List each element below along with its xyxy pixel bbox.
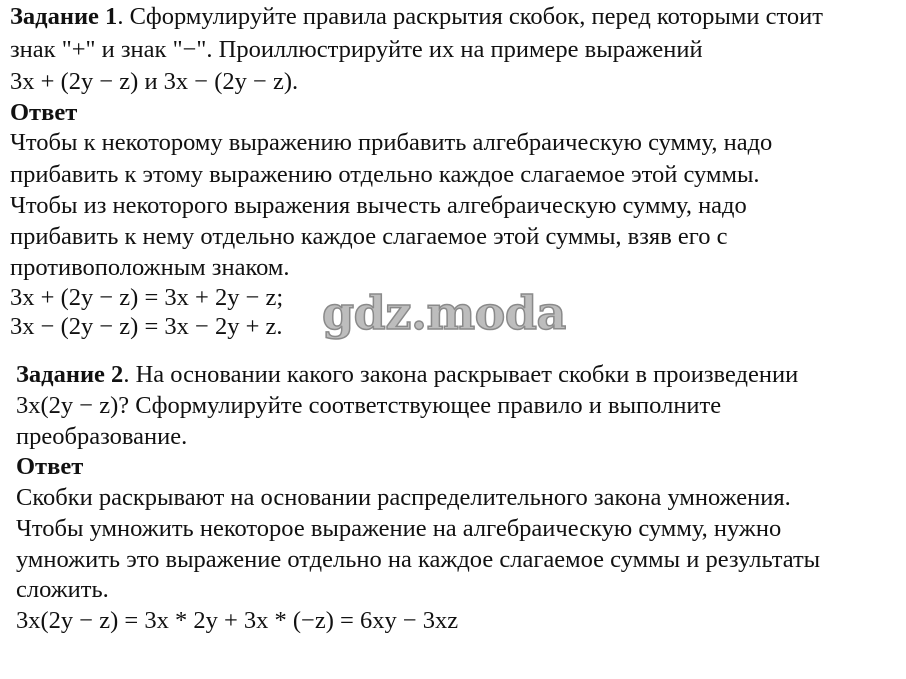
task1-text-line1: . Сформулируйте правила раскрытия скобок, перед которыми стоит <box>117 3 823 30</box>
task1-text-line3: 3x + (2y − z) и 3x − (2y − z). <box>10 68 299 95</box>
task2-title: Задание 2 <box>16 361 124 388</box>
task1-answer-line: противоположным знаком. <box>10 254 290 281</box>
watermark-logo: gdz.moda <box>322 286 566 340</box>
task2-answer-heading: Ответ <box>16 453 84 480</box>
task1-title: Задание 1 <box>10 3 118 30</box>
task2-text-line2: 3x(2y − z)? Сформулируйте соответствующее правило и выполните <box>16 392 722 419</box>
task1-equation-minus: 3x − (2y − z) = 3x − 2y + z. <box>10 313 283 340</box>
task2-answer-line: сложить. <box>16 576 109 603</box>
task2-answer-line: Чтобы умножить некоторое выражение на алгебраическую сумму, нужно <box>16 515 782 542</box>
task1-answer-line: прибавить к этому выражению отдельно каждое слагаемое этой суммы. <box>10 161 760 188</box>
task1-header-line <box>10 2 823 32</box>
task2-header-line <box>16 360 798 390</box>
task1-answer-line: Чтобы к некоторому выражению прибавить алгебраическую сумму, надо <box>10 129 773 156</box>
task2-answer-line: Скобки раскрывают на основании распределительного закона умножения. <box>16 484 791 511</box>
task1-text-line2: знак "+" и знак "−". Проиллюстрируйте их на примере выражений <box>10 36 703 63</box>
task1-answer-heading: Ответ <box>10 99 78 126</box>
task2-text-line3: преобразование. <box>16 423 188 450</box>
task2-answer-line: умножить это выражение отдельно на каждое слагаемое суммы и результаты <box>16 546 821 573</box>
task2-text-line1: . На основании какого закона раскрывает скобки в произведении <box>123 361 799 388</box>
task1-answer-line: Чтобы из некоторого выражения вычесть алгебраическую сумму, надо <box>10 192 747 219</box>
task1-answer-line: прибавить к нему отдельно каждое слагаемое этой суммы, взяв его с <box>10 223 728 250</box>
task2-equation: 3x(2y − z) = 3x * 2y + 3x * (−z) = 6xy − 3xz <box>16 607 459 634</box>
task1-equation-plus: 3x + (2y − z) = 3x + 2y − z; <box>10 284 284 311</box>
